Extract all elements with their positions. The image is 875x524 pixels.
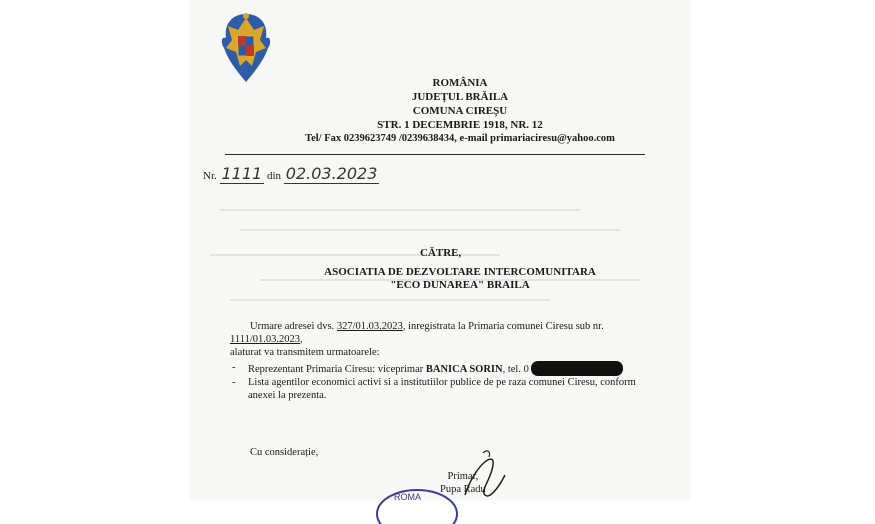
recipient-block <box>250 266 670 292</box>
bullet-dash: - <box>232 362 236 373</box>
commune-name: COMUNA CIREȘU <box>412 105 508 117</box>
redaction-block <box>531 361 623 376</box>
recipient-line-1: ASOCIATIA DE DEZVOLTARE INTERCOMUNITARA <box>324 266 596 278</box>
to-label: CĂTRE, <box>420 247 462 259</box>
bullet-dash: - <box>232 377 236 388</box>
recipient-line-2: "ECO DUNAREA" BRAILA <box>390 279 530 291</box>
body-paragraph-1 <box>230 320 660 346</box>
header-divider <box>225 154 645 155</box>
list-item <box>230 376 660 402</box>
letterhead <box>250 76 670 146</box>
list-item <box>230 361 660 376</box>
body-paragraph-2: alaturat va transmitem urmatoarele: <box>230 347 380 358</box>
representative-name: BANICA SORIN <box>425 364 503 375</box>
bullet-1-text-b: , tel. 0 <box>502 364 529 375</box>
p1-text-c: , <box>300 334 303 345</box>
registration-date: 02.03.2023 <box>285 164 378 183</box>
bullet-list <box>230 361 660 402</box>
registration-number: 1111 <box>221 164 263 183</box>
bullet-2-text: Lista agentilor economici activi si a institutiilor publice de pe raza comunei Ciresu, conform anexei la prezenta. <box>248 377 636 401</box>
stamp-text: ROMA <box>394 492 421 502</box>
bullet-1-text-a: Reprezentant Primaria Ciresu: viceprimar <box>248 364 426 375</box>
p1-text-b: , inregistrata la Primaria comunei Ciresu sub nr. <box>402 321 604 332</box>
county-name: JUDEȚUL BRĂILA <box>411 91 509 103</box>
p1-text-a: Urmare adresei dvs. <box>250 321 337 332</box>
street-address: STR. 1 DECEMBRIE 1918, NR. 12 <box>377 119 543 131</box>
registration-line <box>203 164 379 183</box>
din-label: din <box>266 170 282 182</box>
letter-body <box>230 320 660 402</box>
contact-line: Tel/ Fax 0239623749 /0239638434, e-mail primariaciresu@yahoo.com <box>305 133 615 144</box>
p1-reference: 327/01.03.2023 <box>336 321 403 332</box>
official-stamp-icon <box>372 484 462 524</box>
signer-name: Pupa Radu <box>440 484 486 495</box>
romania-coat-of-arms-icon <box>218 8 274 86</box>
closing-line: Cu considerație, <box>250 447 319 458</box>
nr-label: Nr. <box>203 170 217 182</box>
p1-number: 1111/01.03.2023 <box>230 334 300 345</box>
signer-role: Primar, <box>447 471 479 482</box>
country-name: ROMÂNIA <box>432 77 488 89</box>
